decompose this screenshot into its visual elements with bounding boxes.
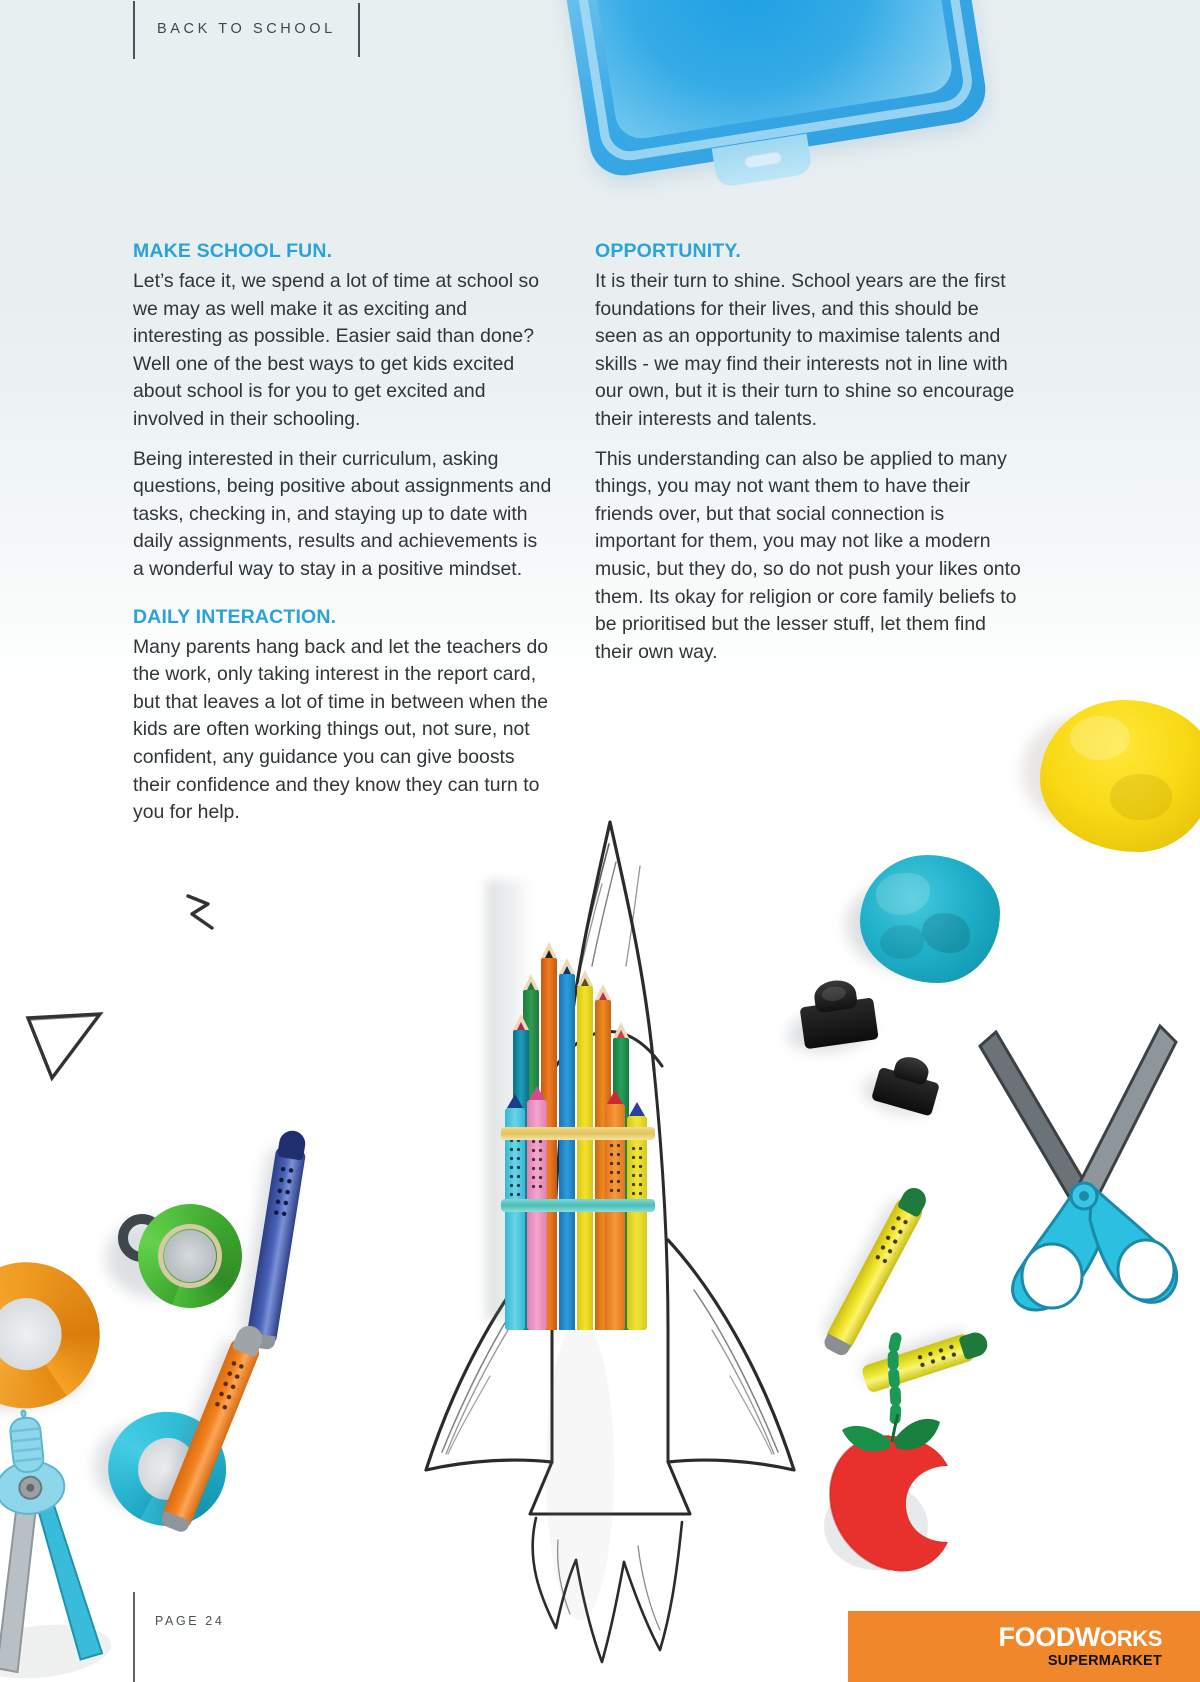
pencil-lead [617,1030,625,1038]
pencil-yellow [577,986,593,1330]
heading-daily-interaction: DAILY INTERACTION. [133,605,337,628]
pencil-lead [545,950,553,958]
page-number-label: PAGE 24 [155,1614,225,1628]
paragraph-daily-interaction-1: Many parents hang back and let the teachers do the work, only taking interest in the report card, but that leaves a lot of time in between when the kids are often working things out, not sure, not confident, any guidance you can give boosts their confidence and they know they can turn to you for help. [133,635,549,824]
brand-name-food: FOOD [998,1622,1075,1653]
marker-tip [607,1090,623,1104]
pencil-sketch-arrow [182,890,230,934]
marker-tip [529,1086,545,1100]
pencil-bundle [505,860,650,1330]
kicker-label: BACK TO SCHOOL [157,21,336,37]
lunchbox-image [529,0,1021,251]
yellow-crumpled-paper-ball [1040,700,1200,855]
marker-tip [507,1094,523,1108]
page-number-block [133,1592,224,1682]
blue-crayon [245,1129,315,1352]
kicker-rule-right [358,3,360,57]
brand-name-orks: ORKS [1100,1626,1162,1652]
paragraph-opportunity-1: It is their turn to shine. School years are the first foundations for their lives, and this should be seen as an opportunity to maximise talents and skills - we may find their interests not in line with our own, but it is their turn to shine so encourage their interests and talents. [595,270,1015,430]
marker-yellow [627,1116,647,1330]
marker-dots [508,1136,522,1196]
pencil-lead [517,1022,525,1030]
foodworks-logo [848,1611,1200,1682]
pencil-lead [581,978,589,986]
marker-dots [630,1144,644,1204]
pencil-blue [559,974,575,1330]
text-column-right [595,240,1023,666]
marker-cyan [505,1108,525,1330]
green-tape-roll [112,1200,242,1320]
heading-opportunity: OPPORTUNITY. [595,240,741,262]
pencil-lead [527,982,535,990]
paragraph-opportunity-2: This understanding can also be applied to many things, you may not want them to have their friends over, but that social connection is important for them, you may not like a modern music, but they do, so do not push your likes onto them. Its okay for religion or core family beliefs to be prioritised but the lesser stuff, let them find their own way. [595,447,1021,663]
page-number-rule [133,1592,135,1682]
paragraph-make-school-fun-1: Let’s face it, we spend a lot of time at school so we may as well make it as exciting and interesting as possible. Easier said than done? Well one of the best ways to get kids excited about school is for you to get excited and involved in their schooling. [133,270,539,430]
red-apple-tag [810,1330,970,1580]
heading-make-school-fun: MAKE SCHOOL FUN. [133,240,333,262]
teal-crumpled-paper-ball [860,855,1000,985]
pencil-lead [599,992,607,1000]
brand-name [999,1624,1162,1651]
cyan-scissors [960,1020,1200,1320]
rubber-band-teal [501,1199,655,1212]
brand-name-w: W [1074,1622,1101,1653]
section-kicker [133,0,360,60]
pencil-sketch-triangle [22,1008,108,1088]
paragraph-make-school-fun-2: Being interested in their curriculum, asking questions, being positive about assignments and tasks, checking in, and staying up to date with daily assignments, results and achievements is a wonderful way to stay in a positive mindset. [133,447,552,580]
black-binder-clip-large [790,972,891,1058]
rubber-band-yellow [501,1127,655,1140]
pencil-lead [563,966,571,974]
marker-tip [629,1102,645,1116]
kicker-rule-left [133,1,135,59]
text-column-left [133,240,553,827]
marker-dots [608,1132,622,1192]
brand-subtitle: SUPERMARKET [1047,1653,1162,1670]
